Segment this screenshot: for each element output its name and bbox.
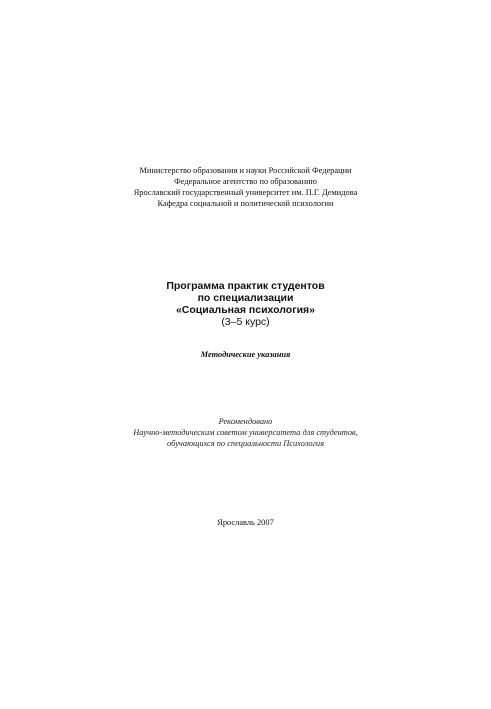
ministry-line: Министерство образования и науки Российской Федерации — [139, 166, 352, 175]
document-title — [0, 280, 491, 328]
recommendation-line-2: обучающихся по специальности Психология — [167, 439, 324, 448]
agency-line: Федеральное агентство по образованию — [174, 177, 317, 186]
course-range: (3–5 курс) — [221, 316, 270, 328]
city-year: Ярославль 2007 — [217, 518, 274, 527]
recommendation-heading: Рекомендовано — [218, 417, 273, 426]
recommendation-note — [0, 416, 491, 449]
title-line-3: «Социальная психология» — [175, 304, 316, 316]
document-subtitle: Методические указания — [200, 350, 291, 359]
institution-header — [0, 165, 491, 209]
title-line-2: по специализации — [197, 292, 294, 304]
recommendation-line-1: Научно-методическим советом университета для студентов, — [133, 428, 358, 437]
university-line: Ярославский государственный университет им. П.Г. Демидова — [133, 188, 358, 197]
department-line: Кафедра социальной и политической психологии — [157, 199, 334, 208]
title-line-1: Программа практик студентов — [166, 280, 325, 292]
